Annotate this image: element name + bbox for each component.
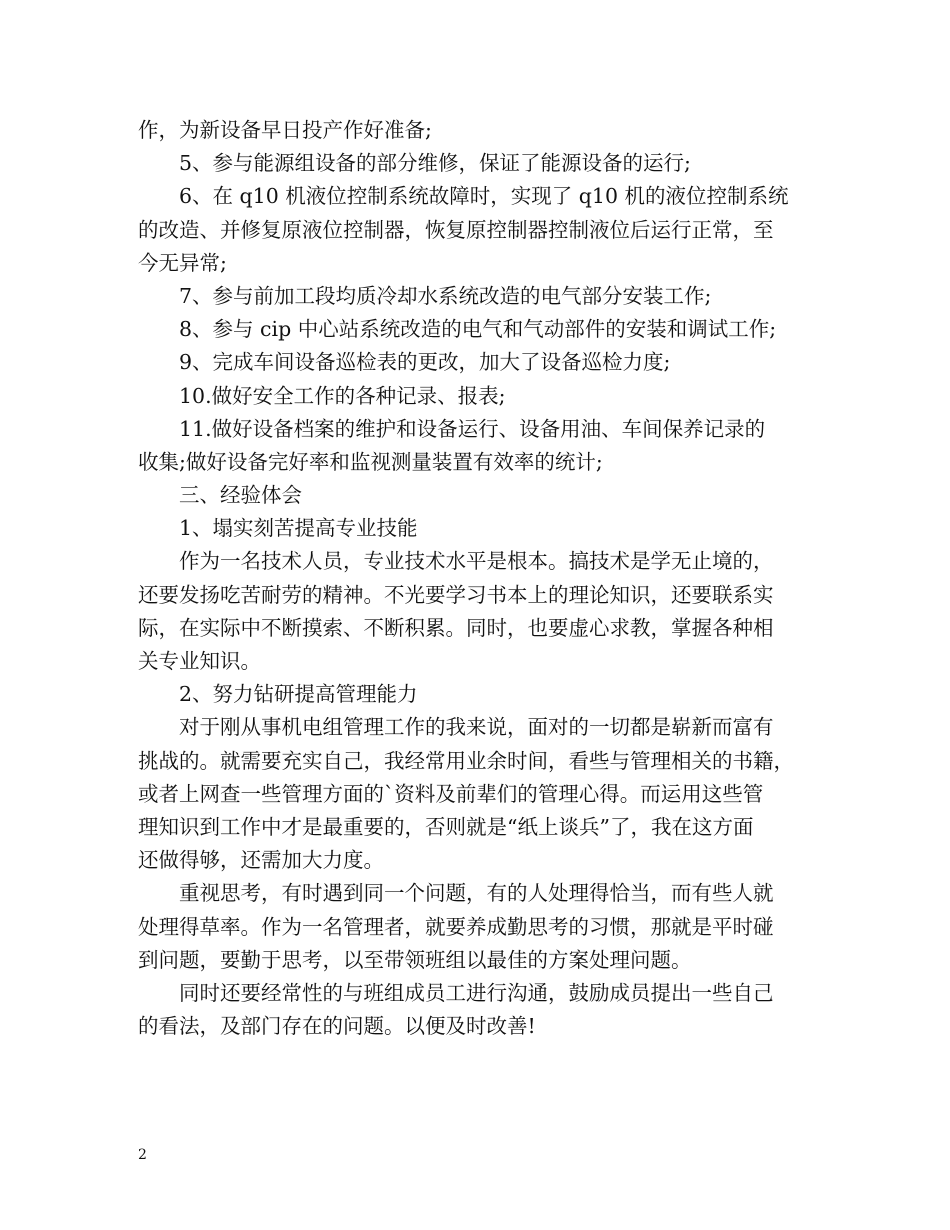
list-item-10: 10.做好安全工作的各种记录、报表; (179, 383, 506, 408)
subsection-heading: 1、塌实刻苦提高专业技能 (179, 516, 418, 541)
text-line: 收集;做好设备完好率和监视测量装置有效率的统计; (138, 449, 603, 474)
body-text (138, 114, 818, 1043)
list-item-5: 5、参与能源组设备的部分维修，保证了能源设备的运行; (179, 151, 691, 176)
text-line: 的改造、并修复原液位控制器，恢复原控制器控制液位后运行正常，至 (138, 217, 774, 242)
list-item-8: 8、参与 cip 中心站系统改造的电气和气动部件的安装和调试工作; (179, 317, 777, 342)
text-line: 挑战的。就需要充实自己，我经常用业余时间，看些与管理相关的书籍， (138, 748, 794, 773)
section-heading: 三、经验体会 (179, 483, 302, 508)
text-line: 还做得够，还需加大力度。 (138, 848, 384, 873)
text-line: 处理得草率。作为一名管理者，就要养成勤思考的习惯，那就是平时碰 (138, 914, 774, 939)
text-line: 到问题，要勤于思考，以至带领班组以最佳的方案处理问题。 (138, 947, 692, 972)
paragraph-start: 同时还要经常性的与班组成员工进行沟通，鼓励成员提出一些自己 (179, 980, 774, 1005)
paragraph-start: 对于刚从事机电组管理工作的我来说，面对的一切都是崭新而富有 (179, 715, 774, 740)
text-line: 作，为新设备早日投产作好准备; (138, 118, 432, 142)
list-item-7: 7、参与前加工段均质冷却水系统改造的电气部分安装工作; (179, 283, 712, 308)
text-line: 理知识到工作中才是最重要的，否则就是“纸上谈兵”了，我在这方面 (138, 814, 754, 839)
text-line: 或者上网查一些管理方面的`资料及前辈们的管理心得。而运用这些管 (138, 781, 764, 806)
paragraph-start: 重视思考，有时遇到同一个问题，有的人处理得恰当，而有些人就 (179, 881, 774, 906)
subsection-heading: 2、努力钻研提高管理能力 (179, 682, 418, 707)
text-line: 关专业知识。 (138, 649, 261, 673)
text-line: 还要发扬吃苦耐劳的精神。不光要学习书本上的理论知识，还要联系实 (138, 582, 774, 607)
list-item-9: 9、完成车间设备巡检表的更改，加大了设备巡检力度; (179, 350, 671, 375)
text-line: 的看法，及部门存在的问题。以便及时改善! (138, 1014, 536, 1039)
text-line: 际，在实际中不断摸索、不断积累。同时，也要虚心求教，掌握各种相 (138, 615, 774, 640)
list-item-6: 6、在 q10 机液位控制系统故障时，实现了 q10 机的液位控制系统 (179, 184, 789, 209)
text-line: 今无异常; (138, 250, 227, 275)
paragraph-start: 作为一名技术人员，专业技术水平是根本。搞技术是学无止境的， (179, 549, 774, 574)
list-item-11: 11.做好设备档案的维护和设备运行、设备用油、车间保养记录的 (179, 416, 766, 441)
page-number: 2 (138, 1147, 147, 1163)
